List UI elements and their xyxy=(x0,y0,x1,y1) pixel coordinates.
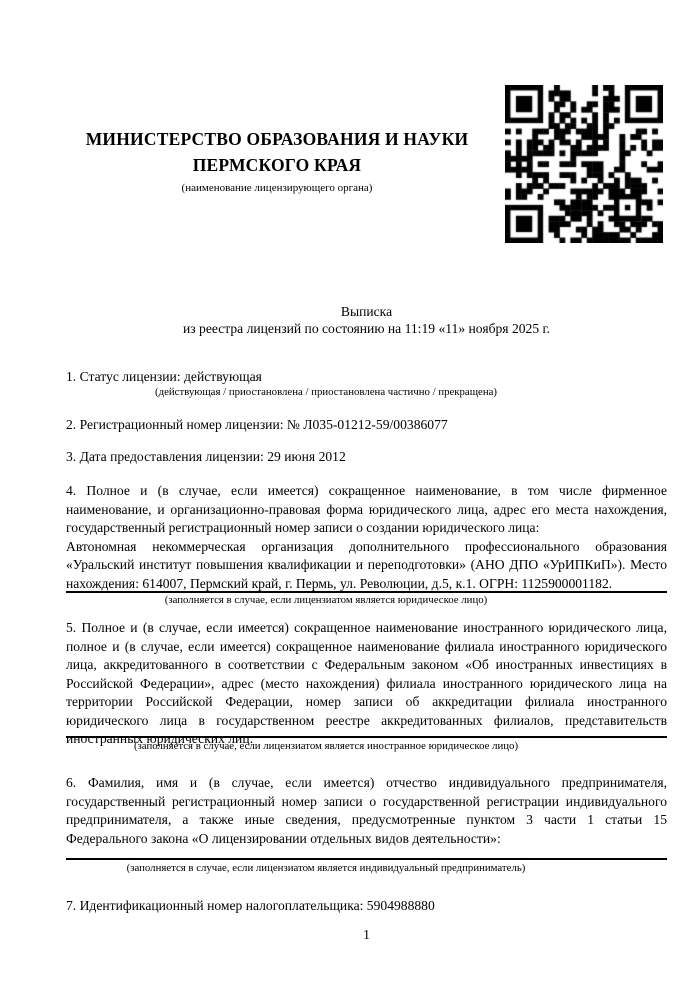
item-entrepreneur-prompt: 6. Фамилия, имя и (в случае, если имеется) отчество индивидуального предпринимателя, государственный регистрационный номер записи о государственной регистрации индивидуального предпринимателя, а также иные сведения, предусмотренные пунктом 3 части 1 статьи 15 Федерального закона «О лицензировании отдельных видов деятельности»: xyxy=(66,775,667,846)
document-title-line2: из реестра лицензий по состоянию на 11:19 «11» ноября 2025 г. xyxy=(182,321,550,336)
item-grant-date: 3. Дата предоставления лицензии: 29 июня 2012 xyxy=(66,449,346,464)
item-entrepreneur xyxy=(66,774,667,848)
fill-line-foreign-entity xyxy=(66,736,667,738)
qr-code-icon xyxy=(505,85,663,243)
licensing-authority-header xyxy=(66,126,488,195)
document-title-line1: Выписка xyxy=(340,304,393,319)
item-license-status-caption: (действующая / приостановлена / приостановлена частично / прекращена) xyxy=(155,386,497,398)
item-registration-number: 2. Регистрационный номер лицензии: № Л035-01212-59/00386077 xyxy=(66,417,448,432)
authority-name-caption: (наименование лицензирующего органа) xyxy=(181,182,373,194)
fill-line-legal-entity xyxy=(66,591,667,593)
item-foreign-entity-prompt: 5. Полное и (в случае, если имеется) сокращенное наименование иностранного юридического лица, полное и (в случае, если имеется) сокращенное наименование филиала иностранного юридического лица, аккредитованного в соответствии с Федеральным законом «Об иностранных инвестициях в Российской Федерации», адрес (место нахождения) филиала иностранного юридического лица на территории Российской Федерации, номер записи об аккредитации филиала иностранного юридического лица в государственном реестре аккредитованных филиалов, представительств иностранных юридических лиц: xyxy=(66,620,667,746)
item-license-status: 1. Статус лицензии: действующая xyxy=(66,369,262,384)
item-foreign-entity xyxy=(66,619,667,749)
item-legal-entity xyxy=(66,482,667,593)
ministry-name-line1: МИНИСТЕРСТВО ОБРАЗОВАНИЯ И НАУКИ xyxy=(85,129,469,149)
item-legal-entity-prompt: 4. Полное и (в случае, если имеется) сокращенное наименование, в том числе фирменное наименование, и организационно-правовая форма юридического лица, адрес его места нахождения, государственный регистрационный номер записи о создании юридического лица: xyxy=(66,483,667,535)
item-taxpayer-number: 7. Идентификационный номер налогоплательщика: 5904988880 xyxy=(66,898,435,913)
item-legal-entity-value: Автономная некоммерческая организация дополнительного профессионального образования «Уральский институт повышения квалификации и переподготовки» (АНО ДПО «УрИПКиП»). Место нахождения: 614007, Пермский край, г. Пермь, ул. Революции, д.5, к.1. ОГРН: 1125900001182. xyxy=(66,538,667,591)
document-title xyxy=(66,303,667,337)
item-legal-entity-caption: (заполняется в случае, если лицензиатом является юридическое лицо) xyxy=(164,594,488,606)
ministry-name-line2: ПЕРМСКОГО КРАЯ xyxy=(192,155,362,175)
page-number: 1 xyxy=(363,927,370,942)
item-foreign-entity-caption: (заполняется в случае, если лицензиатом является иностранное юридическое лицо) xyxy=(133,740,519,752)
item-entrepreneur-caption: (заполняется в случае, если лицензиатом является индивидуальный предприниматель) xyxy=(126,862,526,874)
fill-line-entrepreneur xyxy=(66,858,667,860)
